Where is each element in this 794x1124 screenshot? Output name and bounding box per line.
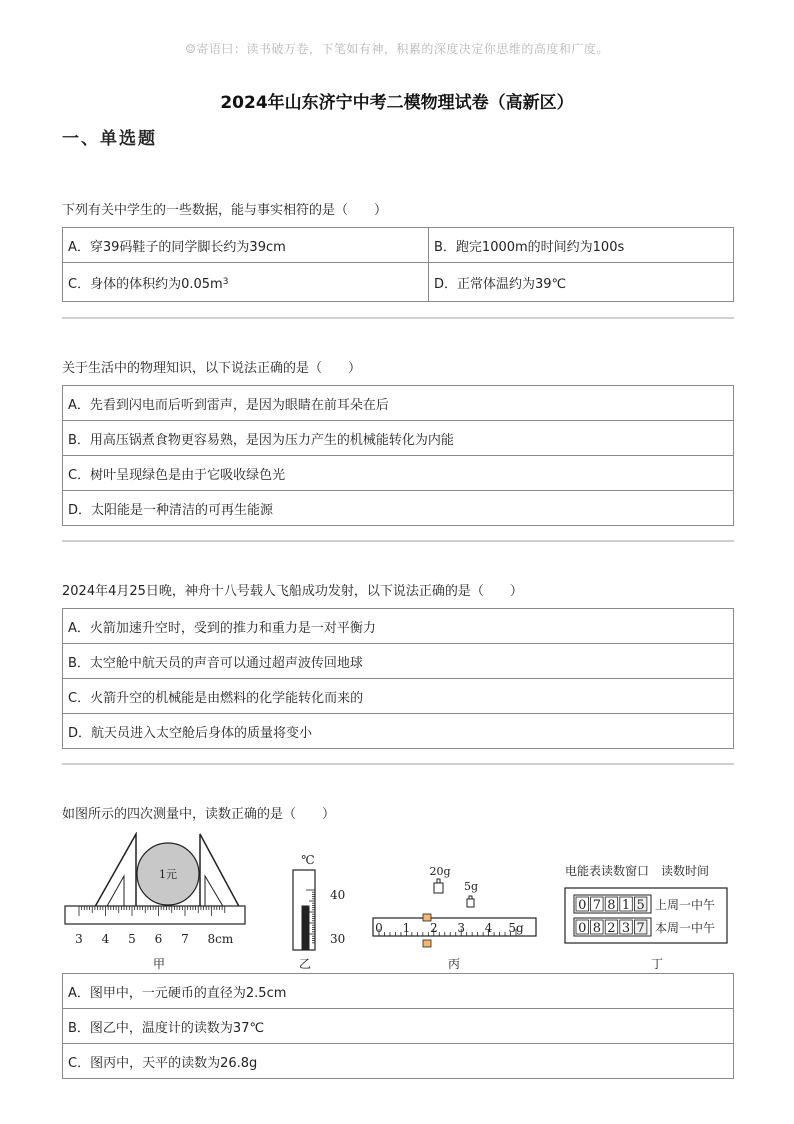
meter-digit: 7	[592, 898, 601, 913]
option-b[interactable]: B．图乙中，温度计的读数为37℃	[68, 1020, 265, 1036]
superscript: 3	[222, 277, 229, 287]
option-d[interactable]	[429, 263, 733, 301]
set-square-left-inner	[106, 876, 124, 908]
meter-digit: 5	[636, 898, 645, 913]
ruler-tick-label: 4	[101, 932, 110, 946]
meter-digit: 7	[636, 921, 645, 936]
option-text: C．身体的体积约为0.05m	[68, 276, 223, 292]
question-stem: 下列有关中学生的一些数据，能与事实相符的是（ ）	[62, 203, 388, 218]
question-2	[62, 359, 734, 526]
options-grid	[62, 227, 734, 302]
meter-digit: 3	[621, 921, 631, 936]
option-c[interactable]: C．树叶呈现绿色是由于它吸收绿色光	[68, 467, 286, 483]
meter-digit: 1	[621, 898, 631, 913]
meter-digit: 8	[592, 921, 601, 936]
beam-tick-label: 3	[457, 921, 466, 935]
question-4-options	[62, 973, 734, 1079]
option-b[interactable]: B．用高压锅煮食物更容易熟，是因为压力产生的机械能转化为内能	[68, 432, 454, 448]
ruler-tick-label: 7	[181, 932, 189, 946]
caption-yi: 乙	[298, 957, 312, 971]
option-a[interactable]	[63, 228, 429, 262]
tick-label-30: 30	[330, 932, 346, 946]
option-text: B．跑完1000m的时间约为100s	[434, 239, 625, 255]
beam-tick-label: 1	[402, 921, 411, 935]
divider	[62, 540, 734, 542]
meter-digit: 2	[607, 921, 616, 936]
ruler-tick-label: 6	[154, 932, 163, 946]
option-a[interactable]: A．图甲中，一元硬币的直径为2.5cm	[68, 985, 287, 1001]
meter-digit: 0	[578, 898, 587, 913]
unit-label: ℃	[301, 853, 315, 867]
caption-jia: 甲	[152, 957, 166, 971]
option-c[interactable]: C．火箭升空的机械能是由燃料的化学能转化而来的	[68, 690, 364, 706]
ruler-tick-label: 3	[75, 932, 83, 946]
page-title: 2024年山东济宁中考二模物理试卷（高新区）	[220, 93, 574, 113]
caption-bing: 丙	[447, 957, 461, 971]
option-c[interactable]: C．图丙中，天平的读数为26.8g	[68, 1055, 258, 1071]
set-square-right	[200, 834, 242, 912]
figure-jia	[65, 834, 245, 924]
figure-yi	[293, 870, 315, 950]
weight-label-20g: 20g	[429, 865, 451, 878]
divider	[62, 317, 734, 319]
caption-ding: 丁	[650, 957, 664, 971]
option-a[interactable]: A．先看到闪电而后听到雷声，是因为眼睛在前耳朵在后	[68, 397, 389, 413]
option-text: D．正常体温约为39℃	[434, 276, 567, 292]
option-d[interactable]: D．太阳能是一种清洁的可再生能源	[68, 502, 274, 518]
option-b[interactable]	[429, 228, 733, 262]
question-3	[62, 582, 734, 749]
section-title: 一、单选题	[62, 129, 157, 149]
weight-20g	[434, 883, 443, 893]
question-stem: 2024年4月25日晚，神舟十八号载人飞船成功发射，以下说法正确的是（ ）	[62, 584, 523, 599]
ruler-tick-label: 8cm	[207, 932, 234, 946]
option-c[interactable]	[63, 263, 429, 301]
weight-label-5g: 5g	[463, 880, 479, 893]
row2-label: 本周一中午	[655, 921, 716, 935]
rider-top	[423, 914, 431, 921]
beam-tick-label: 4	[484, 921, 493, 935]
options-list	[62, 973, 734, 1079]
option-a[interactable]: A．火箭加速升空时，受到的推力和重力是一对平衡力	[68, 620, 376, 636]
question-stem: 关于生活中的物理知识，以下说法正确的是（ ）	[62, 361, 362, 376]
divider	[62, 763, 734, 765]
option-d[interactable]: D．航天员进入太空舱后身体的质量将变小	[68, 725, 313, 741]
header-motto: ☺寄语曰：读书破万卷，下笔如有神，积累的深度决定你思维的高度和广度。	[185, 42, 609, 56]
options-list	[62, 608, 734, 749]
meter-header: 电能表读数窗口 读数时间	[565, 864, 710, 878]
coin-label: 1元	[159, 868, 177, 881]
weight-20g-knob	[437, 879, 440, 883]
liquid-column	[302, 906, 309, 950]
row1-label: 上周一中午	[655, 898, 716, 912]
beam-tick-label: 0	[375, 921, 383, 935]
option-text: A．穿39码鞋子的同学脚长约为39cm	[68, 239, 286, 255]
question-1	[62, 201, 734, 302]
measurement-figures	[62, 832, 742, 972]
beam-tick-label: 5g	[508, 921, 524, 935]
ruler-tick-label: 5	[128, 932, 136, 946]
option-b[interactable]: B．太空舱中航天员的声音可以通过超声波传回地球	[68, 655, 363, 671]
rider-bottom	[423, 940, 431, 947]
weight-5g-knob	[469, 896, 472, 899]
options-list	[62, 385, 734, 526]
figure-bing	[373, 879, 536, 947]
set-square-right-inner	[205, 876, 224, 908]
tick-label-40: 40	[330, 888, 346, 902]
weight-5g	[467, 899, 474, 907]
meter-digit: 0	[578, 921, 587, 936]
beam-tick-label: 2	[429, 921, 438, 935]
set-square-left	[92, 834, 136, 912]
meter-digit: 8	[607, 898, 616, 913]
question-4	[62, 805, 734, 825]
question-stem: 如图所示的四次测量中，读数正确的是（ ）	[62, 807, 336, 822]
